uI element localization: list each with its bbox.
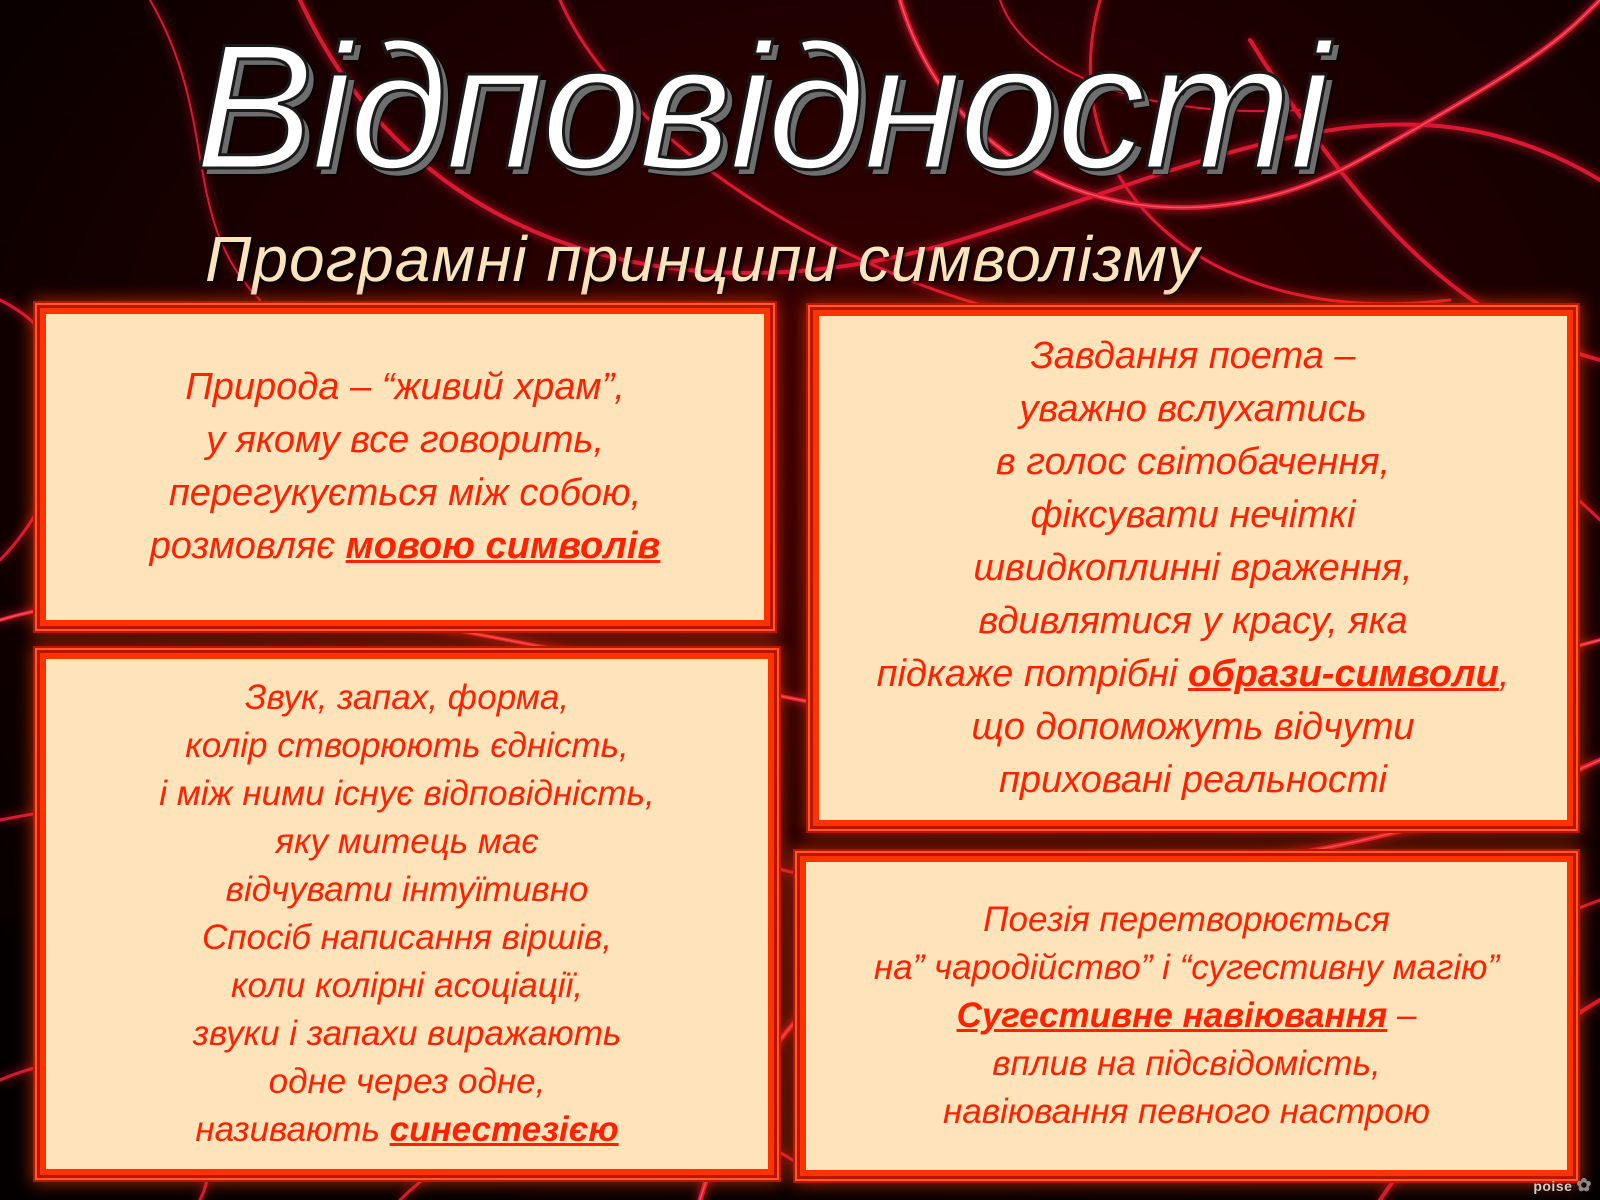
text-line: навіювання певного настрою <box>942 1092 1430 1131</box>
poetry-text <box>874 896 1499 1136</box>
text-line: що допоможуть відчути <box>971 705 1415 748</box>
text-line: вплив на підсвідомість, <box>992 1044 1381 1083</box>
text-line: відчувати інтуїтивно <box>225 870 589 909</box>
text-line: одне через одне, <box>268 1062 546 1101</box>
poet-task-text <box>877 330 1510 807</box>
text-suffix: – <box>1387 996 1417 1035</box>
poet-task-box <box>813 310 1573 826</box>
text-line: в голос світобачення, <box>995 440 1391 483</box>
text-line <box>877 648 1510 701</box>
keyword-symbol-language: мовою символів <box>345 525 661 567</box>
text-prefix: підкаже потрібні <box>876 652 1188 695</box>
text-line <box>159 1106 654 1154</box>
text-line: колір створюють єдність, <box>185 726 629 765</box>
text-suffix: , <box>1498 652 1510 695</box>
keyword-suggestion: Сугестивне навіювання <box>956 996 1388 1035</box>
text-line: Поезія перетворюється <box>983 900 1390 939</box>
text-prefix: розмовляє <box>149 525 346 567</box>
keyword-synesthesia: синестезією <box>389 1110 619 1149</box>
text-line: швидкоплинні враження, <box>973 546 1413 589</box>
text-line: перегукується між собою, <box>168 472 642 514</box>
poise-logo <box>1533 1175 1592 1196</box>
nature-temple-box <box>40 308 770 626</box>
text-line <box>150 520 661 573</box>
keyword-image-symbols: образи-символи <box>1187 652 1499 695</box>
text-line: Природа – “живий храм”, <box>185 366 625 408</box>
text-line: приховані реальності <box>998 758 1388 801</box>
text-prefix: називають <box>195 1110 390 1149</box>
text-line <box>874 992 1499 1040</box>
nature-text <box>150 361 661 573</box>
text-line: вдивлятися у красу, яка <box>978 599 1408 642</box>
poetry-magic-box <box>800 856 1573 1176</box>
slide-subtitle: Програмні принципи символізму <box>205 223 1200 295</box>
synesthesia-text <box>159 674 654 1154</box>
text-line: Завдання поета – <box>1030 334 1356 377</box>
text-line: у якому все говорить, <box>206 419 604 461</box>
synesthesia-box <box>40 653 774 1175</box>
flower-icon: ✿ <box>1576 1175 1592 1195</box>
text-line: коли колірні асоціації, <box>230 966 584 1005</box>
text-line: яку митець має <box>275 822 539 861</box>
slide-title: Відповідності <box>195 7 1328 206</box>
logo-text: poise <box>1533 1177 1573 1194</box>
text-line: звуки і запахи виражають <box>192 1014 622 1053</box>
text-line: на” чародійство” і “сугестивну магію” <box>873 948 1500 987</box>
text-line: і між ними існує відповідність, <box>159 774 655 813</box>
text-line: Звук, запах, форма, <box>244 678 570 717</box>
text-line: Спосіб написання віршів, <box>201 918 612 957</box>
text-line: фіксувати нечіткі <box>1030 493 1356 536</box>
text-line: уважно вслухатись <box>1019 387 1367 430</box>
